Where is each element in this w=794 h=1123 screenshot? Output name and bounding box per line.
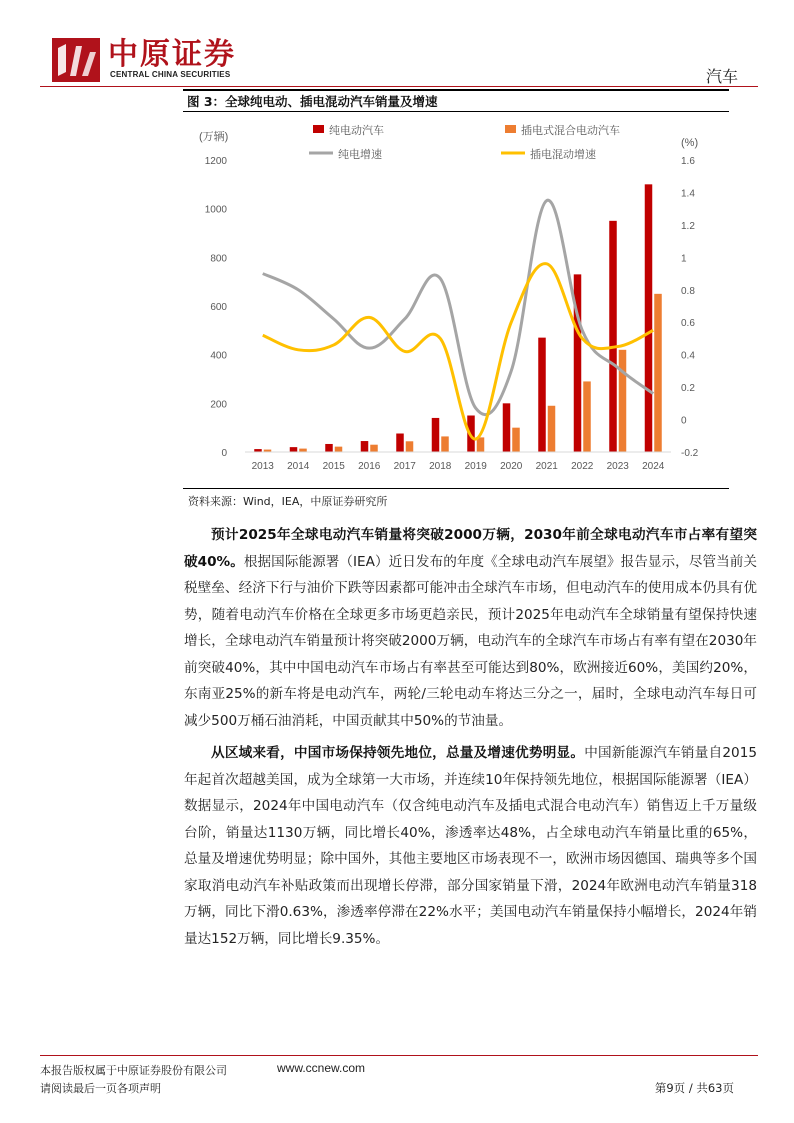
bar-phev bbox=[583, 381, 591, 452]
bar-bev bbox=[503, 403, 511, 452]
right-axis-tick-label: 0.8 bbox=[681, 285, 695, 297]
right-axis-tick-label: 0.4 bbox=[681, 350, 695, 362]
left-axis-tick-label: 1200 bbox=[204, 156, 227, 167]
legend-label: 纯电动汽车 bbox=[329, 125, 384, 137]
paragraph-lead: 从区域来看，中国市场保持领先地位，总量及增速优势明显。 bbox=[211, 745, 585, 761]
right-axis-tick-label: 1.4 bbox=[681, 188, 695, 200]
right-axis-tick-label: 1.2 bbox=[681, 220, 695, 232]
paragraph-body: 根据国际能源署（IEA）近日发布的年度《全球电动汽车展望》报告显示，尽管当前关税壁垒、经济下行与油价下跌等因素都可能冲击全球汽车市场，但电动汽车的使用成本仍具有优势，随着电动汽车价格在全球更多市场更趋亲民，预计2025年电动汽车全球销量有望保持快速增长，全球电动汽车销量预计将突破2000万辆，电动汽车的全球汽车市场占有率有望在2030年前突破40%，其中中国电动汽车市场占有率甚至可能达到80%，欧洲接近60%，美国约20%，东南亚25%的新车将是电动汽车，两轮/三轮电动车将达三分之一，届时，全球电动汽车每日可减少500万桶石油消耗，中国贡献其中50%的节油量。 bbox=[184, 553, 757, 729]
legend-swatch bbox=[505, 125, 516, 133]
copyright-notice: 本报告版权属于中原证券股份有限公司 bbox=[40, 1064, 227, 1077]
x-axis-tick-label: 2020 bbox=[500, 461, 523, 472]
left-axis-tick-label: 800 bbox=[210, 253, 227, 265]
x-axis-tick-label: 2015 bbox=[322, 461, 345, 472]
bar-phev bbox=[406, 441, 414, 452]
bar-series bbox=[254, 184, 662, 452]
left-axis bbox=[199, 130, 228, 459]
section-label: 汽车 bbox=[705, 67, 738, 86]
x-axis-tick-label: 2013 bbox=[251, 461, 274, 472]
bar-bev bbox=[325, 444, 333, 452]
bar-bev bbox=[609, 221, 617, 452]
legend-swatch bbox=[313, 125, 324, 133]
legend-label: 纯电增速 bbox=[338, 149, 382, 161]
x-axis-tick-label: 2014 bbox=[287, 461, 310, 472]
right-axis-tick-label: 1 bbox=[681, 253, 687, 265]
right-axis-tick-label: 0 bbox=[681, 415, 687, 427]
bar-phev bbox=[548, 406, 556, 452]
bar-phev bbox=[654, 294, 662, 452]
website-link[interactable]: www.ccnew.com bbox=[277, 1061, 366, 1075]
brand-name-en: CENTRAL CHINA SECURITIES bbox=[110, 70, 231, 79]
sales-growth-chart bbox=[183, 114, 729, 486]
paragraph-global-outlook bbox=[184, 522, 757, 734]
line-bev-growth bbox=[263, 200, 654, 414]
bar-bev bbox=[538, 338, 546, 452]
right-axis-tick-label: -0.2 bbox=[681, 448, 699, 459]
x-axis-tick-label: 2024 bbox=[642, 461, 665, 472]
left-axis-tick-label: 600 bbox=[210, 302, 227, 313]
bar-bev bbox=[645, 184, 653, 452]
bar-phev bbox=[299, 449, 307, 452]
figure-top-rule bbox=[183, 89, 729, 91]
right-axis-tick-label: 1.6 bbox=[681, 156, 695, 167]
header-divider bbox=[40, 86, 758, 87]
x-axis bbox=[245, 452, 671, 472]
paragraph-lead: 预计2025年全球电动汽车销量将突破2000万辆，2030年前全球电动汽车市占率有望突破40%。 bbox=[184, 527, 757, 570]
figure-title: 图 3：全球纯电动、插电混动汽车销量及增速 bbox=[187, 94, 438, 109]
x-axis-tick-label: 2022 bbox=[571, 461, 594, 472]
paragraph-regional bbox=[184, 740, 757, 952]
bar-phev bbox=[512, 428, 520, 452]
figure-source: 资料来源：Wind，IEA，中原证券研究所 bbox=[188, 495, 388, 508]
paragraph-body: 中国新能源汽车销量自2015年起首次超越美国，成为全球第一大市场，并连续10年保持领先地位，根据国际能源署（IEA）数据显示，2024年中国电动汽车（仅含纯电动汽车及插电式混合电动汽车）销售迈上千万量级台阶，销量达1130万辆，同比增长40%，渗透率达48%，占全球电动汽车销量比重的65%，总量及增速优势明显；除中国外，其他主要地区市场表现不一，欧洲市场因德国、瑞典等多个国家取消电动汽车补贴政策而出现增长停滞，部分国家销量下滑，2024年欧洲电动汽车销量318万辆，同比下滑0.63%，渗透率停滞在22%水平；美国电动汽车销量保持小幅增长，2024年销量达152万辆，同比增长9.35%。 bbox=[184, 745, 757, 947]
footer-divider bbox=[40, 1055, 758, 1056]
x-axis-tick-label: 2019 bbox=[464, 461, 487, 472]
chart-legend bbox=[309, 123, 620, 161]
bar-bev bbox=[432, 418, 440, 452]
left-axis-tick-label: 0 bbox=[221, 448, 227, 459]
bar-phev bbox=[335, 447, 343, 452]
right-axis-tick-label: 0.2 bbox=[681, 383, 695, 395]
x-axis-tick-label: 2021 bbox=[535, 461, 558, 472]
legend-label: 插电式混合电动汽车 bbox=[521, 125, 620, 137]
right-axis bbox=[681, 137, 699, 459]
brand-name-cn: 中原证券 bbox=[108, 37, 236, 72]
figure-bottom-rule bbox=[183, 488, 729, 489]
legend-label: 插电混动增速 bbox=[530, 149, 596, 161]
x-axis-tick-label: 2016 bbox=[358, 461, 381, 472]
x-axis-tick-label: 2023 bbox=[606, 461, 629, 472]
line-series bbox=[263, 200, 654, 439]
bar-phev bbox=[441, 436, 449, 452]
page-number: 第9页 / 共63页 bbox=[654, 1081, 734, 1095]
company-logo-icon bbox=[52, 38, 100, 82]
bar-phev bbox=[619, 350, 627, 452]
left-axis-unit-label: (万辆) bbox=[199, 131, 229, 143]
right-axis-tick-label: 0.6 bbox=[681, 318, 695, 330]
x-axis-tick-label: 2018 bbox=[429, 461, 452, 472]
bar-bev bbox=[361, 441, 369, 452]
right-axis-unit-label: (%) bbox=[681, 137, 699, 149]
figure-title-rule bbox=[183, 111, 729, 112]
bar-bev bbox=[290, 447, 298, 452]
left-axis-tick-label: 200 bbox=[210, 399, 227, 411]
x-axis-tick-label: 2017 bbox=[393, 461, 416, 472]
disclaimer-note: 请阅读最后一页各项声明 bbox=[40, 1082, 161, 1095]
bar-bev bbox=[396, 434, 404, 452]
left-axis-tick-label: 400 bbox=[210, 350, 227, 362]
bar-phev bbox=[370, 445, 378, 452]
left-axis-tick-label: 1000 bbox=[204, 204, 227, 216]
